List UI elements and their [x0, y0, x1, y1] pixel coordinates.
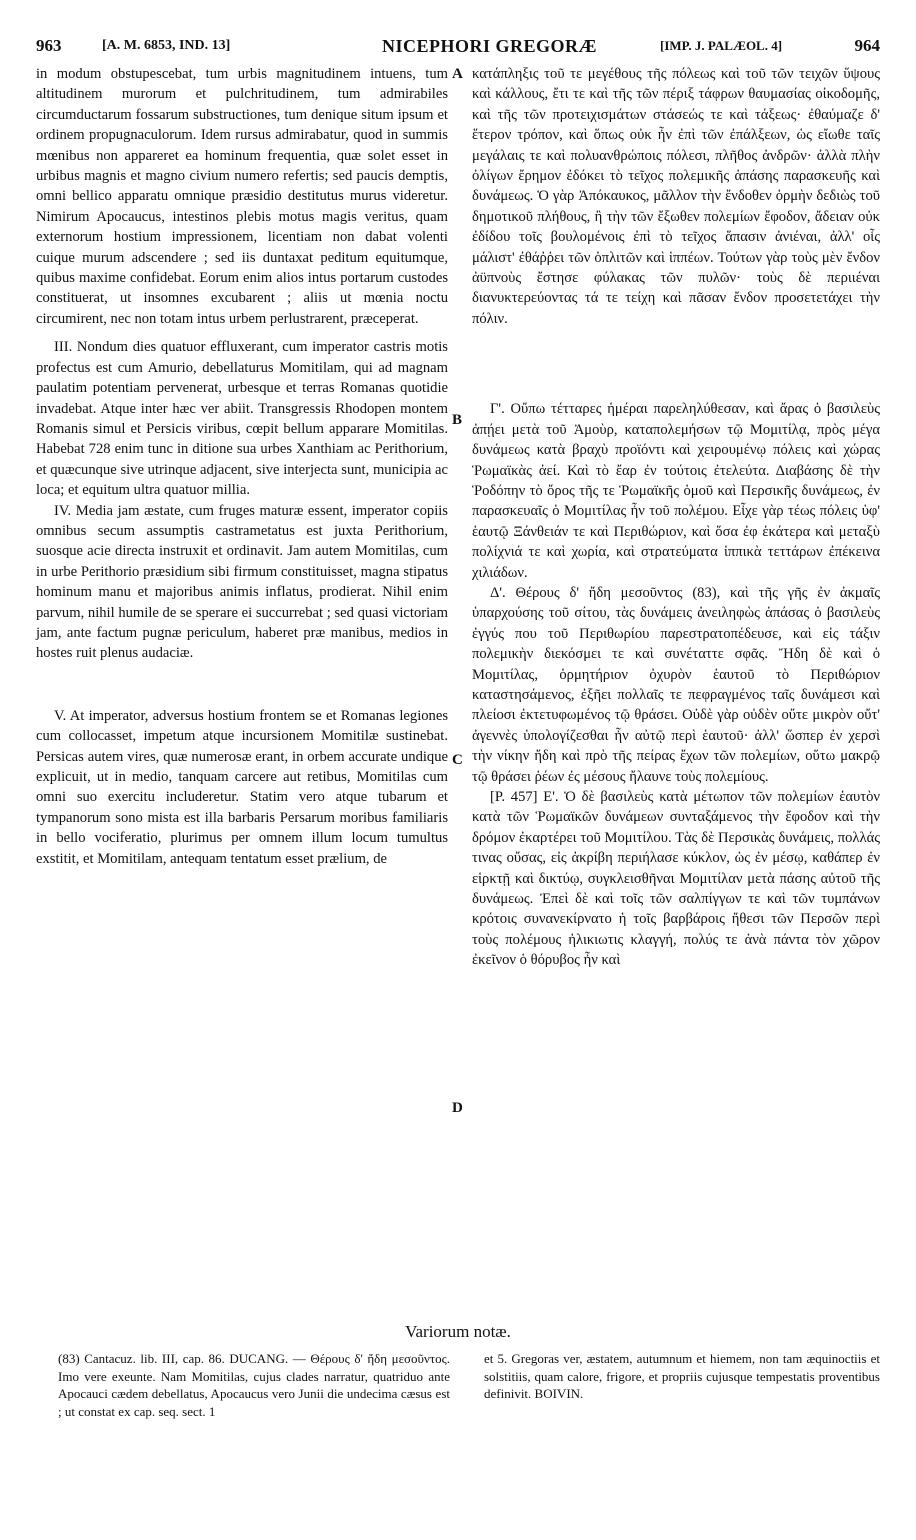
margin-letter-b: B: [452, 412, 463, 428]
latin-paragraph-3: IV. Media jam æstate, cum fruges maturæ essent, imperator copiis omnibus secum assumptis castrametatus est juxta Perithorium, suosque acie directa instruxit et ordinavit. Jam autem Momitilas, cum in urbe Perithorio præsidium sibi firmum constituisset, magna stipatus hominum manu et majoribus animis inflatus, prodierat. Nihil enim parvum, nihil humile de se sperare ei succurrebat ; sed quasi victoriam jam, ante factum pugnæ periculum, haberet præ manibus, medios in hostes ruit plenus audaciæ.: [36, 502, 448, 662]
footnote-left: [58, 1350, 450, 1420]
greek-column: [472, 64, 880, 971]
footnote-text-right: et 5. Gregoras ver, æstatem, autumnum et hiemem, non tam æquinoctiis et solstitiis, quam calore, frigore, et propriis cujusque tempestatis proventibus definivit. BOIVIN.: [484, 1351, 880, 1401]
column-spacer: [36, 664, 448, 706]
latin-column: [36, 64, 448, 869]
footnote-right: [484, 1350, 880, 1403]
latin-paragraph-4: V. At imperator, adversus hostium frontem se et Romanas legiones cum collocasset, impetum atque incursionem Momitilæ sustinebat. Persicas autem vires, quæ numerosæ erant, in orbem accurate undique explicuit, ut in medio, tanquam carcere aut retibus, Momitilas cum omni suo exercitu includeretur. Statim vero atque tubarum et tympanorum sono mista est illa barbaris Persarum moribus familiaris in bello vociferatio, plurimus per omnem illum locum tumultus exstitit, et Momitilam, antequam tentatum esset prælium, de: [36, 707, 448, 867]
margin-letter-c: C: [452, 752, 463, 768]
running-header: [32, 36, 884, 62]
header-date-right: [IMP. J. PALÆOL. 4]: [660, 38, 783, 53]
page-number-right: 964: [854, 36, 880, 55]
greek-paragraph-1: κατάπληξις τοῦ τε μεγέθους τῆς πόλεως καὶ τοῦ τῶν τειχῶν ὕψους καὶ κάλλους, ἔτι τε καὶ τῆς τῶν πέριξ τάφρων θαυμασίας οἰκοδομῆς, καὶ τῆς τῶν προτειχισμάτων στάσεώς τε καὶ τάξεως· ἐθαύμαζε δ' ἕτερον τρόπον, καὶ ὅπως οὐκ ἦν ἐπὶ τῶν ἐπάλξεων, ὡς εἴωθε ταῖς μεγάλαις τε καὶ πολυανθρώποις πόλεσι, πλῆθος ἀνδρῶν· ἀλλὰ πλὴν ὀλίγων ἔρημον ἐδόκει τὸ τεῖχος πολεμικῆς ἁπάσης παρασκευῆς καὶ δυνάμεως. Ὁ γὰρ Ἀπόκαυκος, μᾶλλον τὴν ἔνδοθεν ὁρμὴν δεδιὼς τοῦ δημοτικοῦ πλήθους, ἢ τὴν τῶν ἔξωθεν πολεμίων ἔφοδον, ἄδειαν οὐκ ἐδίδου τοῖς βουλομένοις ἐπὶ τὸ τεῖχος ἅπασιν ἀνιέναι, ἀλλ' οἷς μάλιστ' ἐθάῤῥει τῶν ὁπλιτῶν καὶ ἱππέων. Τούτων γὰρ τοὺς μὲν ἔνδον ἀϋπνοὺς ἔστησε φύλακας τῶν πυλῶν· τοὺς δὲ περιιέναι διανυκτερεύοντας τά τε τείχη καὶ πᾶσαν ἔνδον προσετετάχει τὴν πόλιν.: [472, 66, 880, 327]
greek-paragraph-2: Γ'. Οὔπω τέτταρες ἡμέραι παρεληλύθεσαν, καὶ ἄρας ὁ βασιλεὺς ἀπῄει μετὰ τοῦ Ἀμοὺρ, καταπολεμήσων τῷ Μομιτίλᾳ, πρὸς μέγα δυνάμεως κατὰ βραχὺ προϊόντι καὶ χειρουμένῳ πόλεις καὶ χώρας Ῥωμαϊκὰς ἀεί. Καὶ τὸ ἔαρ ἐν τούτοις ἐτελεύτα. Διαβάσης δὲ τὴν Ῥοδόπην τὸ ὄρος τῆς τε Ῥωμαϊκῆς ὁμοῦ καὶ Περσικῆς δυνάμεως, ἐν παρασκευαῖς ὁ Μομιτίλας ἦν τοῦ πολέμου. Εἶχε γὰρ τέως πόλεις ὑφ' ἑαυτῷ Ξάνθειάν τε καὶ Περιθώριον, καὶ ὅσα ἐφ ἑκάτερα καὶ μεταξὺ πολίχνιά τε καὶ χωρία, καὶ στρατεύματα ἱππικὰ τεττάρων ἐπέκεινα χιλιάδων.: [472, 401, 880, 581]
footnote-text-left: (83) Cantacuz. lib. III, cap. 86. DUCANG. — Θέρους δ' ἤδη μεσοῦντος. Imo vere exeunte. Nam Momitilas, cujus clades narratur, quatriduo ante Apocauci cædem debellatus, Apocaucus vero Junii die undecima cæsus est ; ut constat ex cap. seq. sect. 1: [58, 1351, 450, 1419]
margin-letter-d: D: [452, 1100, 463, 1116]
greek-paragraph-3: Δ'. Θέρους δ' ἤδη μεσοῦντος (83), καὶ τῆς γῆς ἐν ἀκμαῖς ὑπαρχούσης τοῦ σίτου, τὰς δυνάμεις ἀνειληφὼς ἁπάσας ὁ βασιλεὺς ἐγγύς που τοῦ Περιθωρίου παρεστρατοπέδευσε, καὶ εἰς τάξιν πολεμικὴν διεκόσμει τε καὶ συνέταττε σφᾶς. Ἤδη δὲ καὶ ὁ Μομιτίλας, ὁρμητήριον ὀχυρὸν ἑαυτοῦ τὸ Περιθώριον καταστησάμενος, ἐξῆει πολλαῖς τε πεφραγμένος ταῖς δυνάμεσι καὶ πλείοσι ἐκτετυφωμένος τῷ θράσει. Οὐδὲ γὰρ οὐδὲν οὔτε μικρὸν οὔτ' ἀγεννὲς ὑπολογίζεσθαι ἦν αὐτῷ περὶ ἑαυτοῦ· ἀλλ' ὥσπερ ἐν χερσὶ τὴν νίκην ἤδη καὶ πρὸ τῆς πείρας ἔχων τῶν πολεμίων, οὕτω μακρῷ τῷ θράσει ῥέων ἐς μέσους ἤλαυνε τοὺς πολεμίους.: [472, 584, 880, 785]
margin-letter-a: A: [452, 66, 463, 82]
header-title: NICEPHORI GREGORÆ: [382, 36, 598, 56]
latin-paragraph-1: in modum obstupescebat, tum urbis magnitudinem intuens, tum altitudinem murorum et pulchritudinem, tum admirabiles circumductarum fossarum substructiones, tum denique situm ipsum et ordinem propugnaculorum. Idem rursus admirabatur, quod in summis mœnibus non appareret ea hominum frequentia, quæ solet esset in urbibus magnis et magno civium numero refertis; sed paucis demptis, omni bellico apparatu omnique præsidio destitutus murus videretur. Nimirum Apocaucus, intestinos plebis motus magis veritus, quam externorum hostium impressionem, licentiam non dabat volenti cuique murum adscendere ; sed iis duntaxat peditum equitumque, quibus maxime confidebat. Eorum enim alios intus portarum custodes constituerat, ut insomnes excubarent ; aliis ut mœnia noctu circumirent, nec non totam intus urbem perlustrarent, præceperat.: [36, 66, 448, 327]
page-number-left: 963: [36, 36, 62, 55]
latin-paragraph-2: III. Nondum dies quatuor effluxerant, cum imperator castris motis profectus est cum Amurio, debellaturus Momitilam, qui ad magnam paulatim potentiam pervenerat, urbesque et terras Romanas quotidie invadebat. Atque inter hæc ver abiit. Transgressis Rhodopen montem Romanis simul et Persicis viribus, cœpit bellum apparare Momitilas. Habebat 728 enim tunc in ditione sua urbes Xanthiam ac Perithorium, et quæcunque sive utrinque adjacent, sive interjecta sunt, municipia ac loca; et equitum ultra quatuor millia.: [36, 339, 448, 499]
notes-heading: Variorum notæ.: [405, 1322, 511, 1341]
header-date-left: [A. M. 6853, IND. 13]: [102, 38, 231, 53]
greek-paragraph-4: [P. 457] Ε'. Ὁ δὲ βασιλεὺς κατὰ μέτωπον τῶν πολεμίων ἑαυτὸν κατὰ τῶν Ῥωμαϊκῶν δυνάμεων συνταξάμενος τὴν ἔφοδον καὶ τὴν δρόμον ἐκαρτέρει τοῦ Μομιτίλου. Τὰς δὲ Περσικὰς δυνάμεις, πολλάς τινας οὔσας, εἰς ἀκρίβη περιήλασε κύκλον, ὡς ἐν μέσῳ, καθάπερ ἐν εἱρκτῇ καὶ δικτύῳ, συγκλεισθῆναι Μομιτίλαν μετὰ πάσης αὐτοῦ τῆς δυνάμεως. Ἐπεὶ δὲ καὶ τοῖς τῶν σαλπίγγων τε καὶ τῶν τυμπάνων κρότοις συνανεκίρνατο ἡ τοῖς βαρβάροις ἤθεσι τῶν Περσῶν περὶ τοὺς πολέμους ἠλικιωτις κλαγγή, πολύς τε ἀνὰ πάντα τὸν χῶρον ἐκεῖνον ὁ θόρυβος ἦν καὶ: [472, 789, 880, 969]
